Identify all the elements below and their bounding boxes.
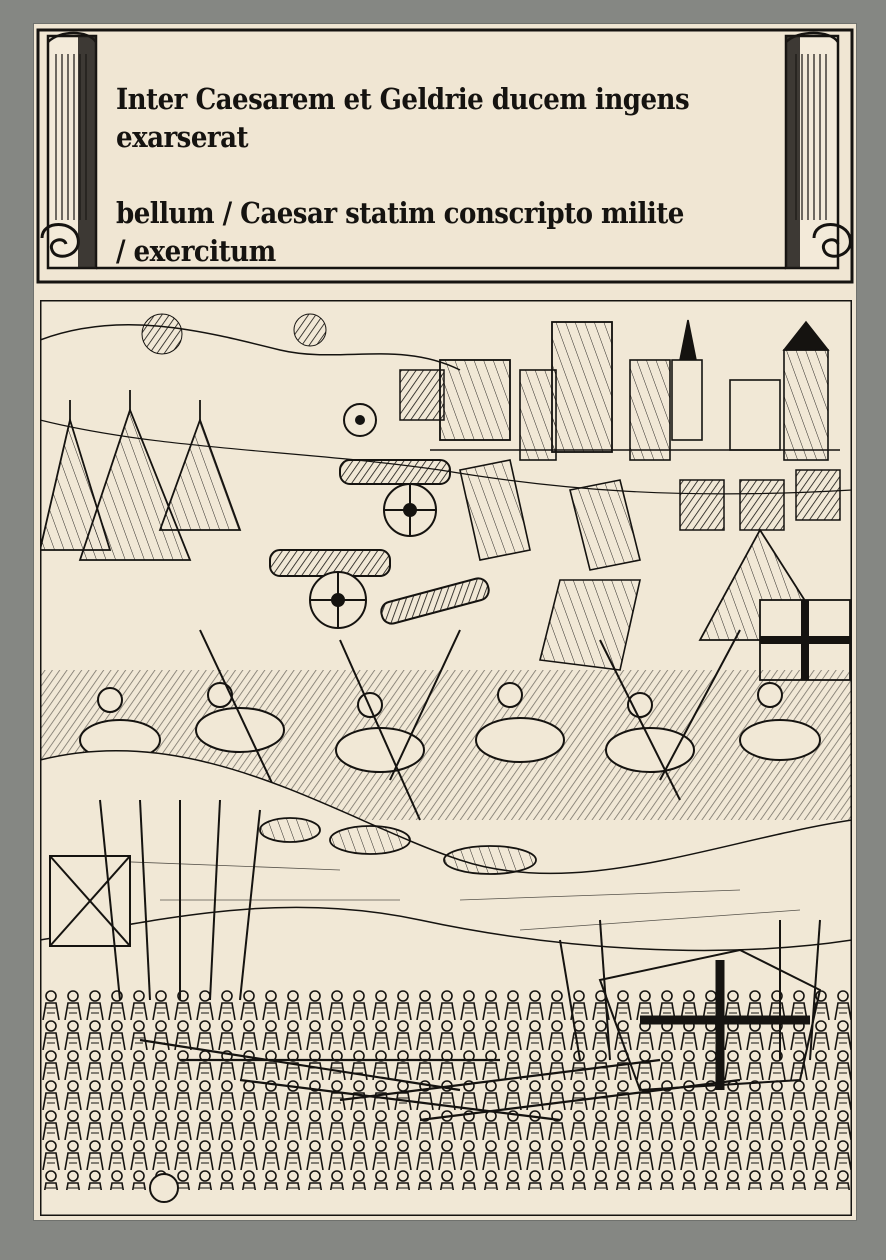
scroll-banner: [34, 24, 856, 286]
right-scroll-roll-icon: [786, 33, 850, 268]
battle-scene-woodcut: [40, 300, 852, 1216]
inscription-line-2: bellum / Caesar statim conscripto milite / exercitum: [116, 196, 684, 268]
infantry-battle: [40, 990, 852, 1190]
inscription-line-1: Inter Caesarem et Geldrie ducem ingens exarserat: [116, 82, 690, 154]
left-scroll-roll-icon: [42, 33, 96, 268]
battle-scene-drawing: [40, 300, 852, 1216]
woodcut-print-sheet: [34, 24, 856, 1220]
cannonball-icon: [150, 1174, 178, 1202]
